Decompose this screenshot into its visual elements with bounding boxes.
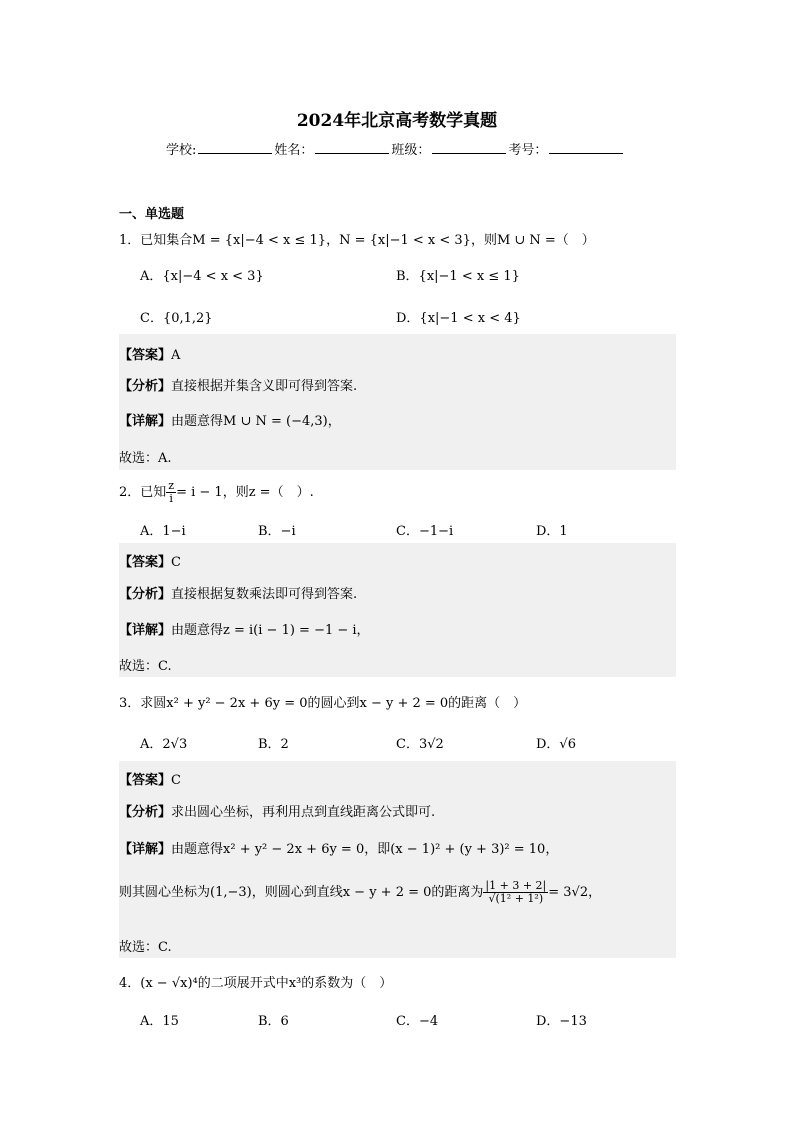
school-label: 学校: — [166, 143, 197, 158]
detail-label: 【详解】 — [119, 623, 172, 638]
q2-stem-pre: 2．已知 — [119, 485, 167, 500]
q4-option-d: D．−13 — [536, 1014, 587, 1029]
q2-analysis — [119, 583, 357, 602]
q1-detail — [119, 410, 341, 429]
q2-option-a: A．1−i — [140, 524, 186, 539]
fraction-numerator: |1 + 3 + 2| — [485, 879, 547, 892]
number-blank — [549, 142, 623, 154]
q1-stem: 1．已知集合M = {x|−4 < x ≤ 1}，N = {x|−1 < x < 3}，则M ∪ N =（ ） — [119, 233, 595, 248]
q2-answer — [119, 551, 181, 570]
answer-value: C — [171, 555, 181, 570]
q3-option-c: C．3√2 — [396, 737, 444, 752]
q1-option-b: B．{x|−1 < x ≤ 1} — [396, 269, 520, 284]
q1-answer-box — [119, 334, 676, 470]
q2-fraction — [166, 480, 176, 505]
q3-option-b: B．2 — [258, 737, 289, 752]
q4-option-b: B．6 — [258, 1014, 289, 1029]
detail2-post: = 3√2， — [548, 885, 602, 900]
detail-text: 由题意得M ∪ N = (−4,3)， — [171, 414, 341, 429]
detail-label: 【详解】 — [119, 414, 172, 429]
q2-detail — [119, 619, 370, 638]
q3-answer — [119, 769, 181, 788]
answer-value: A — [171, 348, 181, 363]
school-blank — [198, 142, 272, 154]
q2-stem-post: = i − 1，则z =（ ）. — [176, 485, 314, 500]
q2-option-b: B．−i — [258, 524, 296, 539]
q2-choose: 故选：C. — [119, 659, 172, 674]
section-heading: 一、单选题 — [119, 207, 185, 222]
analysis-label: 【分析】 — [119, 587, 172, 602]
name-label: 姓名： — [274, 143, 314, 158]
q3-distance-fraction — [483, 880, 548, 905]
analysis-text: 直接根据并集含义即可得到答案. — [171, 379, 358, 394]
fraction-numerator: z — [168, 479, 175, 492]
analysis-label: 【分析】 — [119, 379, 172, 394]
analysis-text: 求出圆心坐标，再利用点到直线距离公式即可. — [171, 805, 436, 820]
q2-stem — [119, 480, 314, 505]
class-label: 班级： — [391, 143, 431, 158]
answer-label: 【答案】 — [119, 555, 172, 570]
analysis-label: 【分析】 — [119, 805, 172, 820]
q3-detail-2 — [119, 880, 601, 905]
detail2-pre: 则其圆心坐标为(1,−3)，则圆心到直线x − y + 2 = 0的距离为 — [119, 885, 484, 900]
q2-answer-box — [119, 543, 676, 677]
q1-option-a: A．{x|−4 < x < 3} — [140, 269, 264, 284]
q4-option-a: A．15 — [140, 1014, 179, 1029]
q2-option-d: D．1 — [536, 524, 568, 539]
q4-option-c: C．−4 — [396, 1014, 439, 1029]
q4-stem: 4．(x − √x)⁴的二项展开式中x³的系数为（ ） — [119, 976, 393, 991]
class-blank — [432, 142, 506, 154]
q3-answer-box — [119, 761, 676, 958]
name-blank — [315, 142, 389, 154]
q1-option-d: D．{x|−1 < x < 4} — [396, 311, 521, 326]
analysis-text: 直接根据复数乘法即可得到答案. — [171, 587, 358, 602]
q1-option-c: C．{0,1,2} — [140, 311, 213, 326]
q3-analysis — [119, 801, 435, 820]
answer-value: C — [171, 773, 181, 788]
student-info-line — [166, 139, 625, 158]
q3-detail — [119, 838, 558, 857]
page-title: 2024年北京高考数学真题 — [296, 111, 498, 131]
detail-label: 【详解】 — [119, 842, 172, 857]
detail-text: 由题意得z = i(i − 1) = −1 − i， — [171, 623, 370, 638]
fraction-denominator: i — [169, 492, 173, 505]
q3-choose: 故选：C. — [119, 940, 172, 955]
fraction-denominator: √(1² + 1²) — [488, 892, 544, 905]
detail-text: 由题意得x² + y² − 2x + 6y = 0，即(x − 1)² + (y + 3)² = 10， — [171, 842, 559, 857]
q1-analysis — [119, 375, 357, 394]
q3-option-d: D．√6 — [536, 737, 576, 752]
q1-answer — [119, 344, 180, 363]
answer-label: 【答案】 — [119, 773, 172, 788]
q3-stem: 3．求圆x² + y² − 2x + 6y = 0的圆心到x − y + 2 = 0的距离（ ） — [119, 696, 527, 711]
answer-label: 【答案】 — [119, 348, 172, 363]
q2-option-c: C．−1−i — [396, 524, 454, 539]
q3-option-a: A．2√3 — [140, 737, 188, 752]
number-label: 考号： — [508, 143, 548, 158]
q1-choose: 故选：A. — [119, 451, 172, 466]
